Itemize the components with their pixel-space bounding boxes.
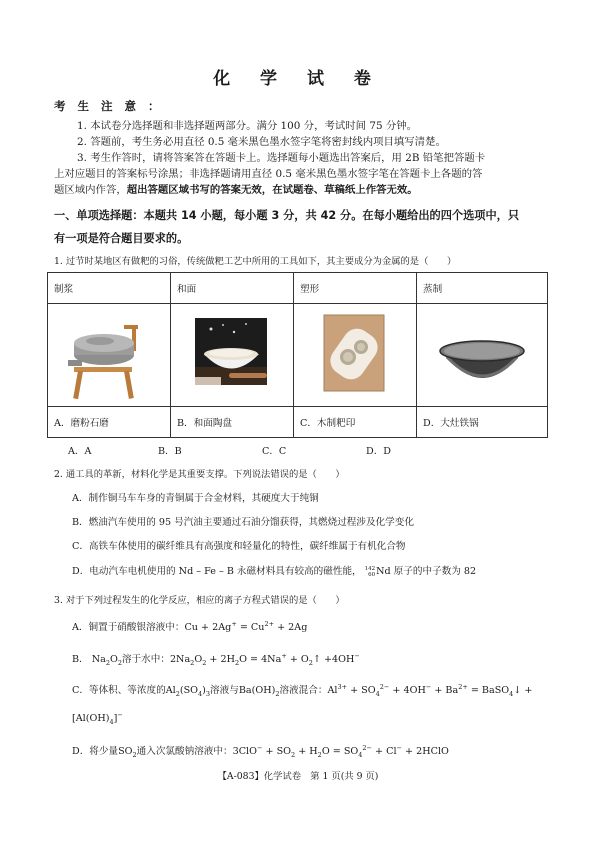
notice-line-3: 3. 考生作答时，请将答案答在答题卡上。选择题每小题选出答案后，用 2B 铅笔把答题卡: [77, 152, 486, 164]
millstone-image: [48, 305, 170, 405]
q3-option-b: B． $Na_2O_2$溶于水中：$2Na_2O_2 + 2H_2O = 4Na^+$ + $O_2↑ +4OH^-$: [72, 651, 360, 667]
q3-option-d: D．将少量$SO_2$通入次氯酸钠溶液中：$3ClO^- + SO_2 + H_2O = SO_4^{2-} + Cl^-$ + 2HClO: [72, 743, 449, 759]
notice-line-5: 题区域内作答，超出答题区域书写的答案无效，在试题卷、草稿纸上作答无效。: [54, 184, 418, 196]
nuclide-notation: 142 60: [364, 565, 376, 578]
header-cell: 和面: [171, 273, 294, 304]
q2-option-b: B．燃油汽车使用的 95 号汽油主要通过石油分馏获得，其燃烧过程涉及化学变化: [72, 517, 414, 528]
tools-table: [47, 272, 548, 438]
wooden-mold-image-cell: [294, 304, 417, 407]
q1-choice-a: A．A: [68, 446, 92, 457]
q2-option-a: A．制作铜马车车身的青铜属于合金材料，其硬度大于纯铜: [72, 493, 319, 504]
header-cell: 塑形: [294, 273, 417, 304]
notice-line-4: 上对应题目的答案标号涂黑；非选择题请用直径 0.5 毫米黑色墨水签字笔在答题卡上各题的答: [54, 168, 483, 180]
q3-option-c-line-1: C．等体积、等浓度的$Al_2(SO_4)_3$溶液与$Ba(OH)_2$溶液混合：$Al^{3+} + SO_4^{2-} + 4OH^- + Ba^{2+}$ = BaSO$_4$↓ +: [72, 682, 533, 698]
q1-stem: 1. 过节时某地区有做粑的习俗，传统做粑工艺中所用的工具如下，其主要成分为金属的是（ ）: [54, 256, 457, 267]
page-footer: 【A-083】化学试卷 第 1 页(共 9 页): [217, 771, 379, 782]
ceramic-bowl-image: [171, 305, 293, 405]
q2-option-d: D．电动汽车电机使用的 Nd – Fe – B 永磁材料具有较高的磁性能， 142 60Nd 原子的中子数为 82: [72, 565, 477, 578]
option-label-cell: D．大灶铁锅: [417, 407, 548, 438]
q1-choice-d: D．D: [366, 446, 391, 457]
q3-option-a: A．铜置于硝酸银溶液中：$Cu + 2Ag^+ = Cu^{2+} + 2Ag$: [72, 619, 308, 633]
q3-stem: 3. 对于下列过程发生的化学反应，相应的离子方程式错误的是（ ）: [54, 595, 345, 606]
notice-line-2: 2. 答题前，考生务必用直径 0.5 毫米黑色墨水签字笔将密封线内项目填写清楚。: [77, 136, 446, 148]
q1-choice-b: B．B: [158, 446, 182, 457]
section-heading-line-2: 有一项是符合题目要求的。: [54, 232, 189, 245]
option-label-cell: C．木制粑印: [294, 407, 417, 438]
q2-stem: 2. 通工具的革新，材料化学是其重要支撑。下列说法错误的是（ ）: [54, 469, 345, 480]
header-cell: 制浆: [48, 273, 171, 304]
page-title: 化 学 试 卷: [213, 69, 383, 89]
notice-heading: 考 生 注 意 ：: [54, 99, 164, 113]
header-cell: 蒸制: [417, 273, 548, 304]
millstone-image-cell: [48, 304, 171, 407]
ceramic-bowl-image-cell: [171, 304, 294, 407]
iron-wok-image-cell: [417, 304, 548, 407]
q2-option-c: C．高铁车体使用的碳纤维具有高强度和轻量化的特性，碳纤维属于有机化合物: [72, 541, 406, 552]
option-label-cell: A．磨粉石磨: [48, 407, 171, 438]
iron-wok-image: [417, 305, 547, 405]
option-label-cell: B．和面陶盘: [171, 407, 294, 438]
q1-choice-c: C．C: [262, 446, 287, 457]
section-heading-line-1: 一、单项选择题：本题共 14 小题，每小题 3 分，共 42 分。在每小题给出的四个选项中，只: [54, 209, 520, 222]
notice-line-1: 1. 本试卷分选择题和非选择题两部分。满分 100 分，考试时间 75 分钟。: [77, 120, 418, 132]
notice-bold-warning: 超出答题区域书写的答案无效，在试题卷、草稿纸上作答无效。: [126, 184, 418, 196]
q3-option-c-line-2: $[Al(OH)_4]^-$: [72, 710, 123, 726]
wooden-mold-image: [294, 305, 416, 405]
